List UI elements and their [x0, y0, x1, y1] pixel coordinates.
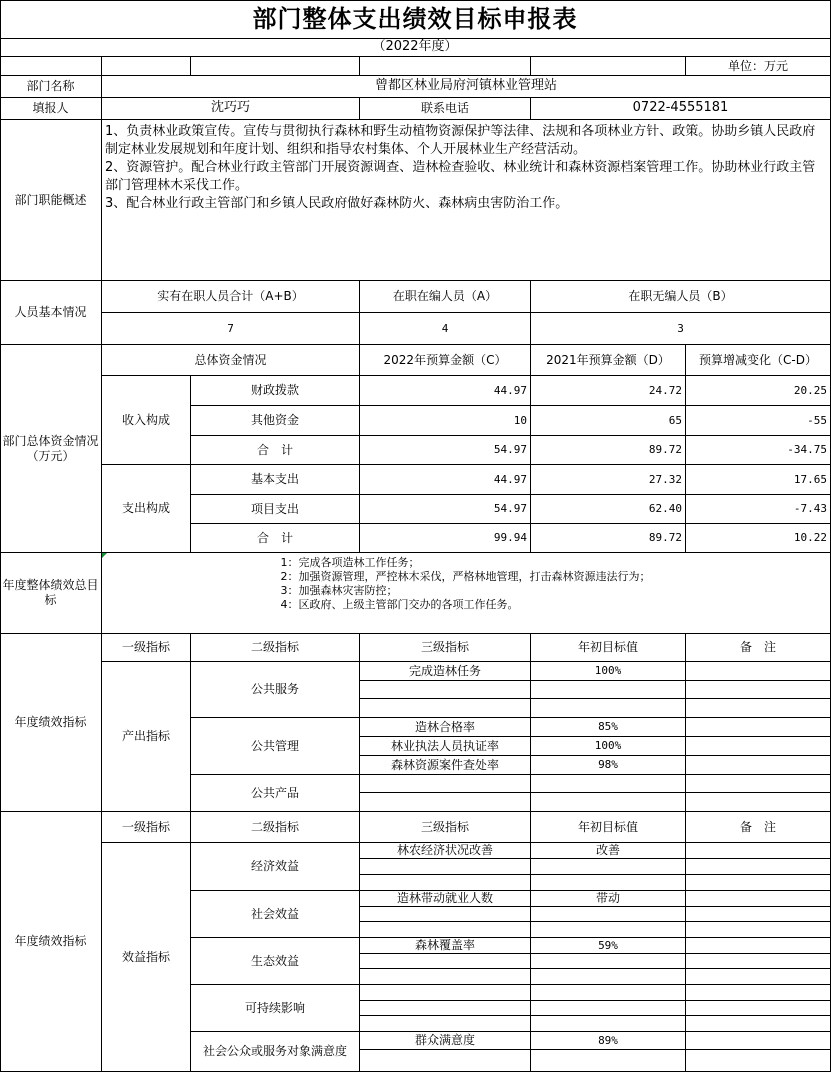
blank-cell — [0, 57, 102, 76]
kpi1-level1: 产出指标 — [102, 662, 191, 812]
kpi2-level2: 社会公众或服务对象满意度 — [191, 1032, 360, 1072]
income-name: 财政拨款 — [191, 376, 360, 406]
filler-label: 填报人 — [0, 98, 102, 120]
kpi1-metric — [360, 793, 531, 812]
kpi1-target: 98% — [531, 756, 686, 775]
duty-label: 部门职能概述 — [0, 120, 102, 281]
goal-label: 年度整体绩效总目标 — [0, 553, 102, 634]
kpi2-target — [531, 907, 686, 922]
kpi1-note — [686, 756, 831, 775]
kpi2-note — [686, 969, 831, 985]
kpi2-note — [686, 843, 831, 859]
kpi1-metric — [360, 699, 531, 718]
kpi1-target: 85% — [531, 718, 686, 737]
kpi2-target — [531, 969, 686, 985]
staff-total-value: 7 — [102, 313, 360, 345]
kpi2-metric: 造林带动就业人数 — [360, 891, 531, 907]
kpi1-note — [686, 775, 831, 793]
kpi2-target: 改善 — [531, 843, 686, 859]
kpi2-target — [531, 922, 686, 938]
kpi2-note — [686, 1001, 831, 1016]
staff-b-header: 在职无编人员（B） — [531, 281, 831, 313]
kpi2-level2: 经济效益 — [191, 843, 360, 891]
funds-overall-header: 总体资金情况 — [102, 345, 360, 376]
expense-total-name: 合 计 — [191, 524, 360, 553]
expense-c: 44.97 — [360, 465, 531, 495]
phone-label: 联系电话 — [360, 98, 531, 120]
duty-text: 1、负责林业政策宣传。宣传与贯彻执行森林和野生动植物资源保护等法律、法规和各项林业方针、政策。协助乡镇人民政府制定林业发展规划和年度计划、组织和指导农村集体、个人开展林业生产经营活动。 2、资源管护。配合林业行政主管部门开展资源调查、造林检查验收、林业统计和森林资源档案管理工作。协助林业行政主管部门管理林木采伐工作。 3、配合林业行政主管部门和乡镇人民政府做好森林防火、森林病虫害防治工作。 — [105, 124, 816, 211]
kpi2-metric: 群众满意度 — [360, 1032, 531, 1050]
kpi2-target — [531, 985, 686, 1001]
page-title: 部门整体支出绩效目标申报表 — [0, 0, 831, 39]
blank-cell — [191, 57, 360, 76]
kpi2-h2: 二级指标 — [191, 812, 360, 843]
expense-cd: 17.65 — [686, 465, 831, 495]
kpi2-note — [686, 1032, 831, 1050]
kpi1-target — [531, 681, 686, 699]
expense-name: 基本支出 — [191, 465, 360, 495]
kpi2-level1: 效益指标 — [102, 843, 191, 1072]
kpi2-level2: 生态效益 — [191, 938, 360, 985]
kpi1-note — [686, 681, 831, 699]
kpi2-metric — [360, 1001, 531, 1016]
kpi2-metric — [360, 985, 531, 1001]
blank-cell — [360, 57, 531, 76]
kpi2-note — [686, 907, 831, 922]
filler-name: 沈巧巧 — [102, 98, 360, 120]
kpi2-metric: 森林覆盖率 — [360, 938, 531, 954]
staff-label: 人员基本情况 — [0, 281, 102, 345]
duty-cell — [102, 120, 831, 281]
kpi1-target — [531, 793, 686, 812]
income-c: 10 — [360, 406, 531, 436]
funds-d-header: 2021年预算金额（D） — [531, 345, 686, 376]
kpi2-note — [686, 938, 831, 954]
kpi2-metric — [360, 875, 531, 891]
funds-c-header: 2022年预算金额（C） — [360, 345, 531, 376]
kpi1-level2: 公共产品 — [191, 775, 360, 812]
expense-name: 项目支出 — [191, 495, 360, 524]
kpi2-target — [531, 859, 686, 875]
kpi1-h1: 一级指标 — [102, 634, 191, 662]
funds-cd-header: 预算增减变化（C-D） — [686, 345, 831, 376]
dept-name-value: 曾都区林业局府河镇林业管理站 — [102, 76, 831, 98]
kpi2-h1: 一级指标 — [102, 812, 191, 843]
kpi2-metric — [360, 907, 531, 922]
income-cd: 20.25 — [686, 376, 831, 406]
kpi1-label: 年度绩效指标 — [0, 634, 102, 812]
kpi2-target — [531, 875, 686, 891]
unit-label: 单位：万元 — [686, 57, 831, 76]
income-d: 89.72 — [531, 436, 686, 465]
staff-total-header: 实有在职人员合计（A+B） — [102, 281, 360, 313]
kpi1-level2: 公共服务 — [191, 662, 360, 718]
kpi2-metric — [360, 1050, 531, 1072]
kpi1-note — [686, 737, 831, 756]
kpi1-target: 100% — [531, 662, 686, 681]
expense-d: 89.72 — [531, 524, 686, 553]
comment-marker-icon — [102, 553, 107, 558]
expense-cd: -7.43 — [686, 495, 831, 524]
kpi1-metric — [360, 681, 531, 699]
kpi2-target: 89% — [531, 1032, 686, 1050]
kpi2-note — [686, 954, 831, 969]
kpi2-metric — [360, 859, 531, 875]
staff-a-value: 4 — [360, 313, 531, 345]
kpi2-label: 年度绩效指标 — [0, 812, 102, 1072]
income-c: 54.97 — [360, 436, 531, 465]
expense-d: 62.40 — [531, 495, 686, 524]
kpi1-metric: 完成造林任务 — [360, 662, 531, 681]
income-total-name: 合 计 — [191, 436, 360, 465]
kpi1-metric: 林业执法人员执证率 — [360, 737, 531, 756]
income-label: 收入构成 — [102, 376, 191, 465]
kpi1-note — [686, 793, 831, 812]
income-c: 44.97 — [360, 376, 531, 406]
kpi1-note — [686, 718, 831, 737]
goal-text: 1：完成各项造林工作任务； 2：加强资源管理，严控林木采伐，严格林地管理，打击森林资源违法行为； 3：加强森林灾害防控； 4：区政府、上级主管部门交办的各项工作任务。 — [280, 556, 651, 611]
kpi2-target — [531, 1050, 686, 1072]
income-d: 65 — [531, 406, 686, 436]
expense-label: 支出构成 — [102, 465, 191, 553]
kpi1-metric: 造林合格率 — [360, 718, 531, 737]
kpi1-metric — [360, 775, 531, 793]
kpi1-note — [686, 662, 831, 681]
kpi2-level2: 社会效益 — [191, 891, 360, 938]
income-cd: -34.75 — [686, 436, 831, 465]
income-d: 24.72 — [531, 376, 686, 406]
kpi1-target — [531, 775, 686, 793]
kpi2-note — [686, 922, 831, 938]
kpi2-metric — [360, 1016, 531, 1032]
kpi2-target: 59% — [531, 938, 686, 954]
kpi2-target: 带动 — [531, 891, 686, 907]
blank-cell — [531, 57, 686, 76]
expense-cd: 10.22 — [686, 524, 831, 553]
kpi2-metric — [360, 922, 531, 938]
phone-value: 0722-4555181 — [531, 98, 831, 120]
expense-c: 54.97 — [360, 495, 531, 524]
kpi2-metric — [360, 954, 531, 969]
kpi2-note — [686, 1050, 831, 1072]
kpi2-target — [531, 954, 686, 969]
kpi2-level2: 可持续影响 — [191, 985, 360, 1032]
staff-a-header: 在职在编人员（A） — [360, 281, 531, 313]
kpi2-target — [531, 1001, 686, 1016]
kpi1-target — [531, 699, 686, 718]
kpi1-h2: 二级指标 — [191, 634, 360, 662]
funds-label: 部门总体资金情况（万元） — [0, 345, 102, 553]
kpi2-note — [686, 875, 831, 891]
goal-cell — [102, 553, 831, 634]
kpi2-metric — [360, 969, 531, 985]
kpi1-target: 100% — [531, 737, 686, 756]
kpi2-note — [686, 859, 831, 875]
blank-cell — [102, 57, 191, 76]
kpi2-h5: 备 注 — [686, 812, 831, 843]
kpi2-note — [686, 985, 831, 1001]
kpi1-h5: 备 注 — [686, 634, 831, 662]
kpi1-level2: 公共管理 — [191, 718, 360, 775]
kpi1-h4: 年初目标值 — [531, 634, 686, 662]
kpi2-target — [531, 1016, 686, 1032]
dept-name-label: 部门名称 — [0, 76, 102, 98]
kpi1-h3: 三级指标 — [360, 634, 531, 662]
kpi2-h4: 年初目标值 — [531, 812, 686, 843]
kpi2-metric: 林农经济状况改善 — [360, 843, 531, 859]
kpi2-h3: 三级指标 — [360, 812, 531, 843]
kpi1-metric: 森林资源案件查处率 — [360, 756, 531, 775]
kpi1-note — [686, 699, 831, 718]
expense-c: 99.94 — [360, 524, 531, 553]
income-name: 其他资金 — [191, 406, 360, 436]
year-label: （2022年度） — [0, 39, 831, 57]
staff-b-value: 3 — [531, 313, 831, 345]
expense-d: 27.32 — [531, 465, 686, 495]
kpi2-note — [686, 1016, 831, 1032]
kpi2-note — [686, 891, 831, 907]
income-cd: -55 — [686, 406, 831, 436]
